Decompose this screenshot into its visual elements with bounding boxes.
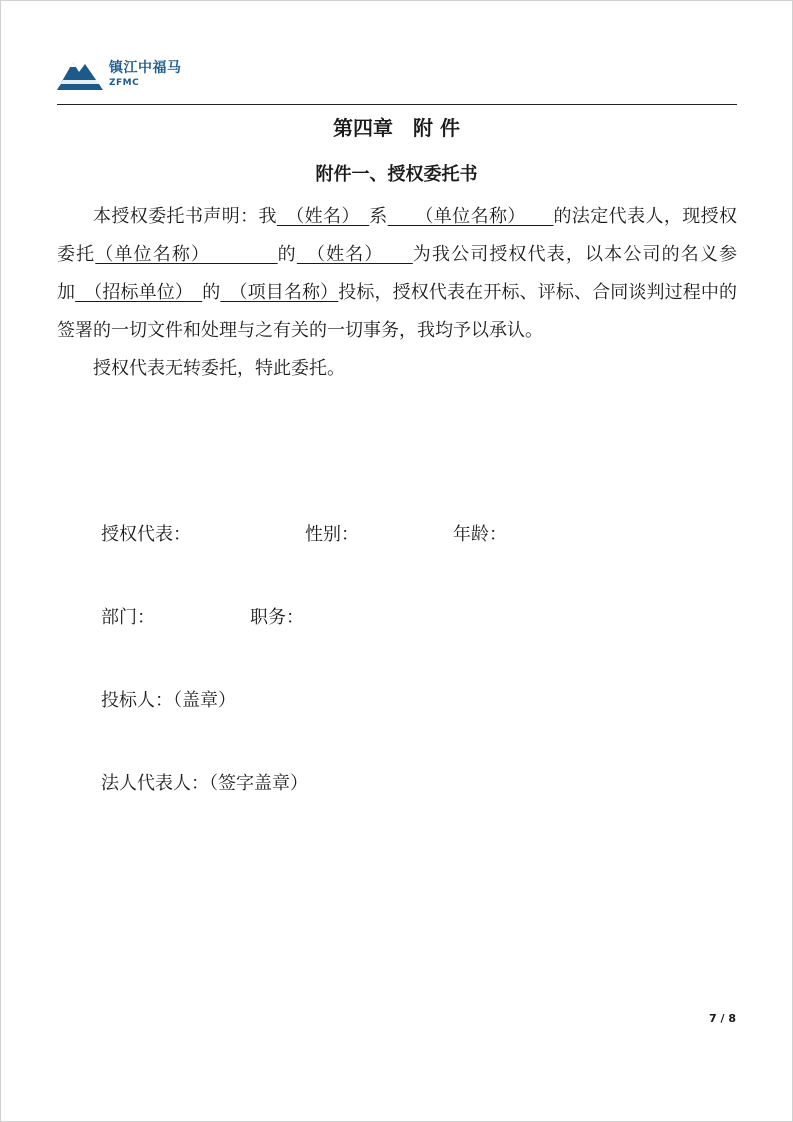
logo-english-name: ZFMC (109, 77, 140, 88)
no-sub-delegation-paragraph: 授权代表无转委托，特此委托。 (93, 358, 345, 379)
bidding-unit-field: （招标单位） (75, 282, 203, 303)
authorized-name-field: （姓名） (296, 244, 413, 265)
text-segment: 投标，授权代表在开标、评标、合同谈判过程中的签署的一切文件和处理与之有关的一切事务，我均予以承认。 (57, 282, 738, 341)
bidder-label: 投标人：（盖章） (101, 690, 236, 711)
text-segment: 系 (369, 206, 388, 227)
header-divider (57, 104, 737, 105)
name-field: （姓名） (276, 206, 370, 227)
chapter-title: 第四章 附 件 (333, 116, 460, 140)
authorized-unit-field: （单位名称） (95, 244, 278, 265)
document-body (57, 198, 737, 388)
page-number: 7 / 8 (709, 1012, 736, 1025)
representative-info-line (101, 520, 507, 546)
authorization-paragraph (57, 198, 737, 350)
text-segment: 的 (277, 244, 297, 265)
position-label: 职务： (250, 607, 304, 628)
project-name-field: （项目名称） (220, 282, 339, 303)
gender-label: 性别： (305, 524, 359, 545)
text-segment: 的 (202, 282, 221, 303)
section-title: 附件一、授权委托书 (315, 164, 478, 185)
age-label: 年龄： (453, 524, 507, 545)
text-segment: 为我公司授权代表，以本公司的名义参加 (57, 244, 738, 303)
mountain-logo-icon (57, 58, 103, 90)
department-label: 部门： (101, 607, 155, 628)
representative-label: 授权代表： (101, 524, 191, 545)
bidder-stamp-line (101, 686, 236, 712)
department-info-line (101, 603, 304, 629)
legal-representative-label: 法人代表人：（签字盖章） (101, 773, 308, 794)
logo-chinese-name: 镇江中福马 (109, 59, 182, 76)
text-segment: 的法定代表人，现授权委托 (57, 206, 738, 265)
company-logo (57, 57, 182, 91)
legal-representative-line (101, 769, 308, 795)
unit-name-field: （单位名称） (387, 206, 554, 227)
text-segment: 本授权委托书声明：我 (93, 206, 277, 227)
